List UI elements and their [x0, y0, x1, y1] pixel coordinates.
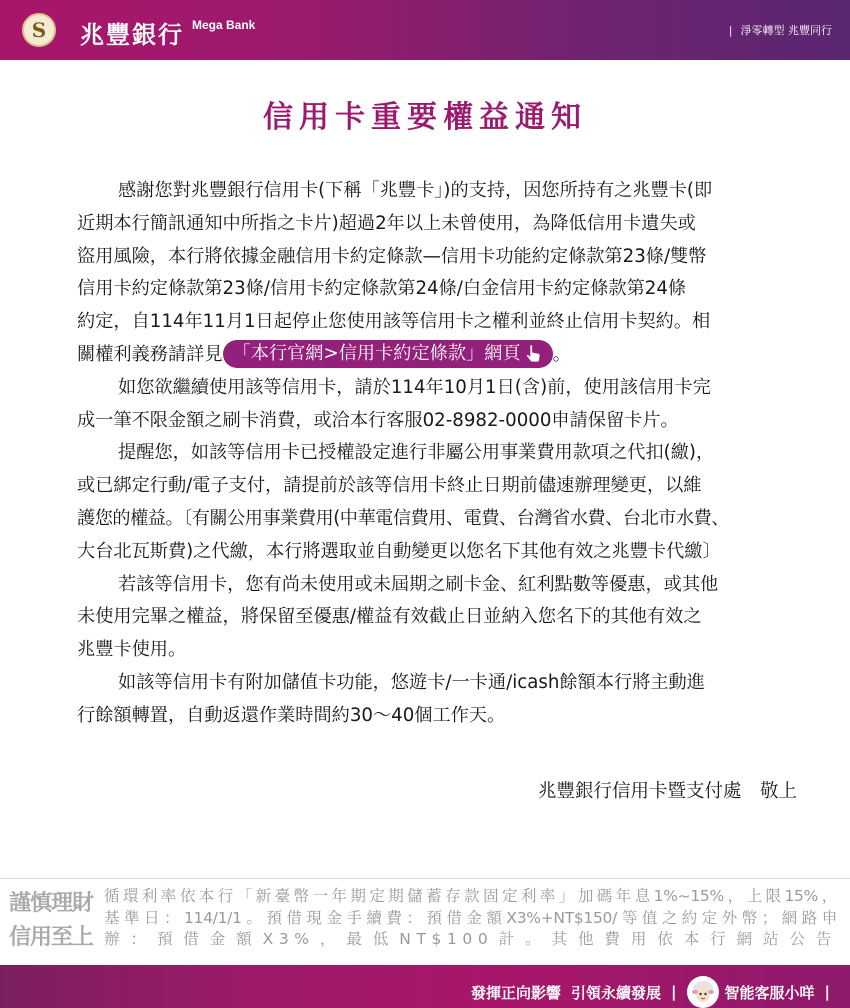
- rate-disclaimer: [104, 886, 837, 951]
- paragraph-4-line-3: 兆豐卡使用。: [77, 639, 187, 661]
- bank-name: 兆豐銀行: [80, 21, 184, 49]
- paragraph-2-line-1: 如您欲繼續使用該等信用卡，請於114年10月1日(含)前，使用該信用卡完: [118, 376, 711, 398]
- terms-webpage-link[interactable]: [223, 340, 553, 368]
- disclaimer-line-2: 基準日：114/1/1。預借現金手續費：預借金額X3%+NT$150/等值之約定外幣；網路申: [104, 908, 837, 927]
- motto-text-1: 發揮正向影響: [470, 983, 561, 1002]
- notice-body: [77, 175, 799, 733]
- slogan-separator: |: [728, 24, 733, 37]
- paragraph-1-line-2: 近期本行簡訊通知中所指之卡片)超過2年以上未曾使用，為降低信用卡遺失或: [77, 212, 696, 234]
- footer-divider: [0, 878, 850, 879]
- motto-text-2: 引領永續發展: [571, 983, 662, 1002]
- disclaimer-line-1: 循環利率依本行「新臺幣一年期定期儲蓄存款固定利率」加碼年息1%~15%，上限15%，: [104, 887, 837, 905]
- caution-slogan-line-1: 謹慎理財: [9, 891, 94, 916]
- sheep-avatar-graphic: [688, 977, 718, 1007]
- paragraph-5-line-1: 如該等信用卡有附加儲值卡功能，悠遊卡/一卡通/icash餘額本行將主動進: [118, 671, 705, 693]
- sheep-avatar-icon[interactable]: [687, 976, 719, 1008]
- slogan-text: 淨零轉型 兆豐同行: [740, 24, 832, 37]
- bank-name-en: Mega Bank: [192, 18, 256, 32]
- paragraph-1-line-4: 信用卡約定條款第23條/信用卡約定條款第24條/白金信用卡約定條款第24條: [77, 278, 687, 300]
- page-title: 信用卡重要權益通知: [263, 100, 587, 135]
- bottom-bar-content: [471, 976, 830, 1008]
- paragraph-3-line-3: 護您的權益。〔有關公用事業費用(中華電信費用、電費、台灣省水費、台北市水費、: [77, 507, 729, 529]
- paragraph-3-line-2: 或已綁定行動/電子支付，請提前於該等信用卡終止日期前儘速辦理變更，以維: [77, 475, 702, 497]
- disclaimer-line-3: 辦：預借金額X3%，最低NT$100計。其他費用依本行網站公告: [104, 930, 837, 948]
- bottom-separator: |: [671, 983, 677, 1001]
- paragraph-1-line-3: 盜用風險，本行將依據金融信用卡約定條款—信用卡功能約定條款第23條/雙幣: [77, 245, 707, 267]
- pointing-hand-icon: [523, 342, 545, 364]
- mega-bank-logo-icon[interactable]: [22, 13, 56, 47]
- paragraph-3-line-4: 大台北瓦斯費)之代繳，本行將選取並自動變更以您名下其他有效之兆豐卡代繳〕: [77, 540, 721, 562]
- paragraph-1-line-6-prefix: 關權利義務請詳見: [77, 343, 223, 365]
- header-bar: [0, 0, 850, 60]
- bottom-bar: [0, 965, 850, 1008]
- signature: 兆豐銀行信用卡暨支付處 敬上: [537, 781, 797, 802]
- logo-letter: S: [31, 18, 47, 42]
- caution-slogan-line-2: 信用至上: [9, 925, 94, 950]
- paragraph-2-line-2: 成一筆不限金額之刷卡消費，或洽本行客服02-8982-0000申請保留卡片。: [77, 409, 679, 431]
- header-slogan: [729, 22, 832, 38]
- paragraph-1-line-5: 約定，自114年11月1日起停止您使用該等信用卡之權利並終止信用卡契約。相: [77, 311, 711, 333]
- paragraph-3-line-1: 提醒您，如該等信用卡已授權設定進行非屬公用事業費用款項之代扣(繳)，: [118, 442, 715, 464]
- terms-webpage-link-label: 「本行官網>信用卡約定條款」網頁: [232, 342, 521, 364]
- paragraph-1-line-1: 感謝您對兆豐銀行信用卡(下稱「兆豐卡」)的支持，因您所持有之兆豐卡(即: [118, 180, 713, 201]
- paragraph-1-line-6: [77, 339, 799, 372]
- bottom-end-separator: |: [824, 983, 830, 1001]
- paragraph-4-line-2: 未使用完畢之權益，將保留至優惠/權益有效截止日並納入您名下的其他有效之: [77, 606, 702, 628]
- paragraph-5-line-2: 行餘額轉置，自動返還作業時間約30～40個工作天。: [77, 704, 506, 726]
- caution-slogan: [9, 887, 101, 955]
- paragraph-4-line-1: 若該等信用卡，您有尚未使用或未屆期之刷卡金、紅利點數等優惠，或其他: [118, 573, 719, 595]
- paragraph-1-line-6-suffix: 。: [552, 343, 571, 365]
- smart-assistant-link[interactable]: 智能客服小咩: [724, 983, 815, 1002]
